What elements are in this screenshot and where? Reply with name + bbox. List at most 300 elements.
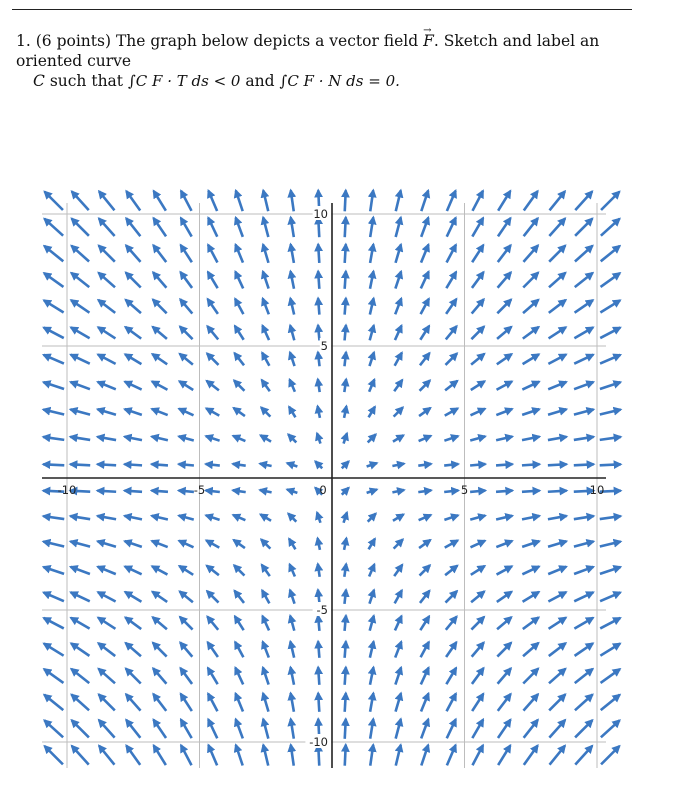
vector-arrow (498, 218, 511, 236)
y-tick-label: -10 (309, 735, 328, 749)
vector-arrow (575, 191, 592, 210)
vector-arrow (370, 745, 373, 766)
vector-arrow (470, 436, 485, 440)
vector-arrow (550, 746, 565, 765)
vector-arrow (523, 245, 538, 262)
problem-points: (6 points) (35, 32, 111, 50)
vector-arrow (288, 434, 296, 442)
vector-arrow (523, 273, 538, 288)
vector-arrow (318, 325, 319, 340)
vector-arrow (496, 491, 512, 492)
vector-arrow (345, 190, 346, 211)
vector-arrow (208, 642, 218, 657)
vector-arrow (498, 720, 511, 738)
vector-arrow (548, 382, 566, 389)
vector-arrow (98, 409, 116, 414)
vector-arrow (153, 218, 166, 236)
vector-arrow (445, 566, 457, 576)
vector-arrow (574, 567, 593, 574)
vector-arrow (181, 218, 192, 237)
vector-arrow (392, 490, 404, 492)
vector-arrow (44, 355, 64, 364)
x-tick-label: 10 (589, 483, 605, 497)
vector-arrow (522, 437, 539, 440)
vector-arrow (421, 745, 428, 766)
vector-arrow (318, 406, 320, 418)
vector-arrow (574, 541, 594, 546)
vector-arrow (126, 191, 140, 210)
vector-arrow (472, 668, 484, 684)
vector-arrow (575, 746, 592, 765)
vector-arrow (72, 191, 89, 210)
vector-arrow (344, 352, 346, 366)
vector-arrow (98, 567, 116, 574)
vector-arrow (600, 355, 620, 364)
vector-arrow (99, 694, 115, 710)
vector-arrow (235, 642, 243, 657)
vector-arrow (235, 326, 244, 340)
vector-arrow (288, 514, 296, 522)
vector-arrow (263, 693, 268, 711)
vector-arrow (262, 353, 269, 366)
vector-arrow (44, 219, 63, 236)
vector-arrow (601, 273, 620, 287)
vector-arrow (395, 353, 402, 366)
vector-arrow (600, 410, 621, 415)
vector-arrow (522, 541, 539, 547)
vector-arrow (207, 591, 219, 603)
vector-arrow (601, 192, 619, 210)
vector-arrow (523, 694, 538, 711)
vector-arrow (470, 464, 485, 465)
vector-arrow (471, 566, 485, 575)
vector-arrow (446, 299, 456, 314)
vector-arrow (370, 667, 373, 684)
vector-arrow (369, 352, 374, 366)
vector-arrow (472, 745, 483, 765)
problem-connector: and (245, 72, 275, 90)
vector-arrow (97, 437, 116, 440)
vector-arrow (522, 382, 539, 390)
vector-arrow (421, 272, 429, 289)
vector-arrow (126, 300, 141, 313)
vector-arrow (99, 246, 115, 262)
vector-arrow (394, 565, 402, 576)
vector-arrow (153, 668, 166, 683)
vector-arrow (98, 327, 115, 338)
vector-arrow (344, 590, 346, 604)
vector-arrow (370, 719, 373, 739)
vector-arrow (260, 514, 271, 520)
condition-tangential: ∫C F · T ds < 0 (127, 72, 241, 90)
vector-arrow (235, 272, 243, 289)
vector-arrow (395, 590, 402, 603)
y-tick-label: 10 (313, 207, 328, 221)
vector-arrow (179, 464, 194, 465)
vector-arrow (263, 190, 268, 211)
vector-arrow (549, 669, 566, 684)
vector-arrow (179, 541, 194, 548)
vector-arrow (600, 437, 621, 440)
vector-arrow (234, 591, 244, 603)
vector-arrow (472, 719, 483, 738)
vector-arrow (524, 720, 538, 738)
vector-arrow (600, 542, 621, 547)
vector-arrow (522, 516, 539, 519)
vector-arrow (70, 464, 90, 465)
vector-arrow (548, 516, 567, 519)
vector-arrow (444, 464, 458, 466)
vector-arrow (291, 719, 294, 739)
vector-arrow (600, 592, 620, 601)
vector-arrow (575, 246, 593, 262)
vector-arrow (497, 643, 511, 657)
vector-arrow (370, 190, 373, 211)
vector-arrow (421, 190, 428, 211)
vector-arrow (575, 695, 593, 711)
vector-arrow (318, 352, 320, 366)
vector-arrow (179, 566, 193, 575)
vector-arrow (70, 437, 90, 440)
vector-arrow (317, 433, 320, 443)
vector-arrow (497, 354, 512, 364)
vector-arrow (206, 490, 220, 492)
vector-arrow (125, 327, 141, 339)
vector-arrow (291, 693, 294, 712)
vector-arrow (208, 218, 217, 237)
vector-arrow (154, 191, 166, 211)
vector-arrow (344, 406, 346, 418)
vector-arrow (370, 693, 373, 712)
vector-arrow (549, 694, 565, 710)
vector-arrow (124, 491, 142, 492)
vector-arrow (125, 382, 142, 390)
vector-arrow (125, 541, 142, 547)
vector-arrow (447, 218, 456, 237)
vector-arrow (98, 541, 116, 546)
vector-arrow (71, 382, 90, 389)
vector-arrow (206, 464, 220, 466)
vector-arrow (99, 218, 115, 236)
x-tick-label: -5 (193, 483, 206, 497)
vector-arrow (72, 219, 89, 236)
vector-arrow (235, 299, 243, 314)
vector-arrow (315, 461, 322, 468)
vector-arrow (600, 567, 621, 574)
vector-arrow (445, 540, 458, 547)
vector-arrow (421, 299, 429, 314)
vector-arrow (497, 592, 512, 602)
vector-arrow (43, 542, 64, 547)
vector-arrow (207, 566, 219, 576)
vector-arrow (317, 512, 320, 522)
vector-arrow (71, 567, 90, 574)
vector-arrow (396, 190, 401, 211)
vector-arrow (208, 272, 218, 288)
vector-arrow (179, 409, 194, 416)
vector-arrow (421, 668, 429, 685)
vector-arrow (43, 567, 64, 574)
vector-arrow (180, 354, 193, 365)
vector-arrow (291, 667, 294, 684)
vector-arrow (263, 719, 268, 739)
vector-arrow (97, 491, 116, 492)
vector-arrow (318, 271, 319, 289)
vector-arrow (420, 565, 430, 575)
vector-arrow (236, 745, 243, 766)
vector-arrow (344, 379, 346, 392)
vector-arrow (393, 514, 404, 520)
vector-arrow (394, 539, 403, 548)
vector-arrow (523, 354, 539, 364)
vector-arrow (446, 617, 457, 630)
vector-arrow (395, 271, 401, 288)
vector-arrow (548, 409, 566, 414)
vector-arrow (126, 746, 140, 765)
vector-arrow (289, 407, 295, 418)
vector-arrow (345, 641, 346, 657)
vector-arrow (418, 490, 431, 492)
vector-arrow (368, 514, 376, 522)
vector-arrow (125, 437, 142, 440)
vector-arrow (548, 541, 566, 546)
problem-number: 1. (16, 32, 31, 50)
vector-arrow (206, 408, 219, 415)
vector-arrow (524, 746, 538, 765)
vector-arrow (549, 643, 566, 656)
vector-arrow (419, 408, 430, 416)
vector-arrow (370, 271, 373, 288)
vector-arrow (444, 515, 458, 520)
vector-arrow (44, 720, 63, 737)
vector-arrow (260, 464, 272, 466)
vector-arrow (179, 516, 194, 520)
vector-arrow (369, 407, 375, 418)
vector-arrow (180, 326, 193, 339)
vector-arrow (44, 669, 63, 683)
problem-text-2: . Sketch and label an oriented curve (16, 32, 600, 70)
vector-arrow (318, 590, 320, 604)
vector-arrow (471, 326, 484, 339)
vector-arrow (153, 299, 167, 313)
vector-arrow (287, 463, 297, 466)
vector-arrow (447, 745, 456, 765)
vector-arrow (523, 327, 539, 339)
vector-arrow (71, 643, 89, 656)
vector-arrow (318, 244, 319, 263)
vector-arrow (471, 591, 484, 602)
vector-arrow (367, 489, 377, 492)
vector-arrow (395, 642, 401, 658)
vector-arrow (71, 273, 89, 287)
vector-arrow (124, 464, 142, 465)
vector-arrow (318, 538, 320, 550)
vector-arrow (370, 616, 374, 631)
vector-arrow (208, 668, 218, 684)
vector-arrow (395, 298, 401, 314)
vector-arrow (445, 353, 457, 365)
vector-arrow (152, 592, 167, 602)
vector-arrow (98, 643, 115, 656)
x-tick-label: 0 (319, 483, 327, 497)
vector-arrow (523, 643, 538, 656)
vector-arrow (420, 326, 429, 340)
vector-arrow (43, 382, 64, 389)
vector-arrow (154, 745, 166, 765)
vector-arrow (125, 409, 142, 415)
curve-symbol: C (33, 72, 45, 90)
vector-arrow (574, 382, 593, 389)
vector-arrow (523, 617, 539, 629)
vector-arrow (287, 489, 297, 492)
vector-arrow (600, 643, 620, 655)
vector-arrow (98, 300, 115, 313)
vector-arrow (549, 246, 565, 262)
vector-arrow (291, 190, 294, 211)
vector-arrow (419, 515, 431, 520)
vector-arrow (125, 566, 142, 574)
vector-arrow (522, 464, 540, 465)
vector-arrow (471, 381, 485, 390)
vector-arrow (369, 564, 374, 576)
vector-arrow (71, 592, 90, 601)
vector-arrow (498, 668, 511, 683)
vector-arrow (291, 217, 294, 237)
vector-arrow (44, 643, 64, 655)
vector-arrow (600, 300, 620, 312)
vector-arrow (496, 409, 512, 415)
vector-arrow (548, 592, 566, 601)
vector-arrow (548, 464, 567, 465)
vector-arrow (234, 353, 244, 365)
vector-arrow (71, 618, 90, 629)
vector-arrow (152, 516, 168, 520)
vector-arrow (369, 539, 375, 550)
vector-arrow (497, 381, 512, 389)
vector-arrow (369, 379, 374, 391)
vector-arrow (342, 488, 349, 495)
vector-arrow (180, 668, 192, 684)
vector-arrow (574, 464, 594, 465)
vector-arrow (126, 218, 140, 236)
vector-arrow (396, 693, 401, 711)
vector-arrow (98, 669, 115, 684)
vector-arrow (421, 218, 428, 237)
vector-arrow (71, 669, 89, 683)
vector-arrow (318, 667, 319, 685)
vector-arrow (600, 618, 620, 629)
vector-arrow (396, 217, 401, 237)
vector-arrow (472, 694, 483, 711)
vector-arrow (496, 516, 512, 520)
vector-arrow (153, 245, 166, 262)
vector-arrow (208, 745, 217, 765)
vector-arrow (152, 464, 168, 465)
vector-arrow (498, 745, 510, 765)
vector-arrow (496, 464, 512, 465)
vector-arrow (447, 719, 456, 738)
vector-arrow (181, 745, 192, 765)
vector-arrow (181, 245, 192, 262)
vector-arrow (370, 325, 374, 340)
vector-arrow (472, 191, 483, 211)
vector-arrow (260, 490, 272, 492)
vector-arrow (152, 566, 167, 574)
vector-arrow (420, 591, 430, 603)
vector-arrow (421, 693, 428, 711)
vector-arrow (71, 246, 89, 262)
vector-arrow (180, 642, 192, 656)
vector-arrow (152, 381, 167, 389)
vector-arrow (236, 245, 243, 263)
vector-arrow (236, 190, 243, 211)
vector-arrow (181, 694, 192, 711)
vector-arrow (472, 642, 484, 656)
vector-arrow (523, 300, 538, 313)
vector-arrow (470, 491, 485, 492)
vector-arrow (419, 436, 431, 441)
vector-arrow (345, 745, 346, 766)
vector-arrow (44, 246, 63, 261)
vector-arrow (126, 643, 141, 656)
vector-arrow (206, 515, 220, 520)
vector-arrow (601, 219, 620, 236)
vector-arrow (471, 354, 484, 365)
vector-arrow (318, 693, 319, 712)
vector-arrow (236, 693, 243, 711)
vector-arrow (263, 244, 268, 262)
vector-arrow (344, 538, 346, 550)
vector-arrow (574, 437, 594, 440)
vector-arrow (470, 516, 485, 520)
vector-arrow (549, 618, 566, 629)
vector-arrow (600, 328, 620, 339)
vector-arrow (71, 355, 90, 364)
vector-arrow (233, 515, 245, 520)
vector-arrow (181, 719, 192, 738)
vector-arrow (181, 191, 192, 211)
vector-arrow (153, 643, 167, 657)
vector-arrow (99, 720, 115, 738)
vector-arrow (498, 694, 511, 711)
vector-arrow (472, 218, 483, 237)
vector-arrow (444, 436, 458, 441)
vector-arrow (71, 327, 90, 338)
vector-arrow (290, 616, 294, 631)
vector-arrow (601, 695, 620, 710)
vector-arrow (395, 667, 401, 684)
vector-arrow (497, 327, 511, 339)
vector-arrow (447, 694, 456, 712)
vector-arrow (600, 382, 621, 389)
vector-arrow (367, 463, 377, 466)
vector-arrow (345, 298, 346, 314)
vector-arrow (345, 667, 346, 685)
vector-arrow (291, 745, 294, 766)
vector-arrow (125, 617, 141, 629)
vector-arrow (126, 669, 141, 684)
vector-arrow (421, 642, 429, 657)
vector-arrow (125, 354, 141, 364)
vector-arrow (262, 616, 269, 631)
vector-arrow (575, 720, 592, 737)
vector-arrow (394, 380, 402, 391)
vector-arrow (549, 720, 565, 738)
vector-arrow (497, 299, 511, 313)
vector-arrow (99, 746, 114, 765)
vector-arrow (263, 217, 268, 237)
vector-arrow (472, 245, 483, 262)
